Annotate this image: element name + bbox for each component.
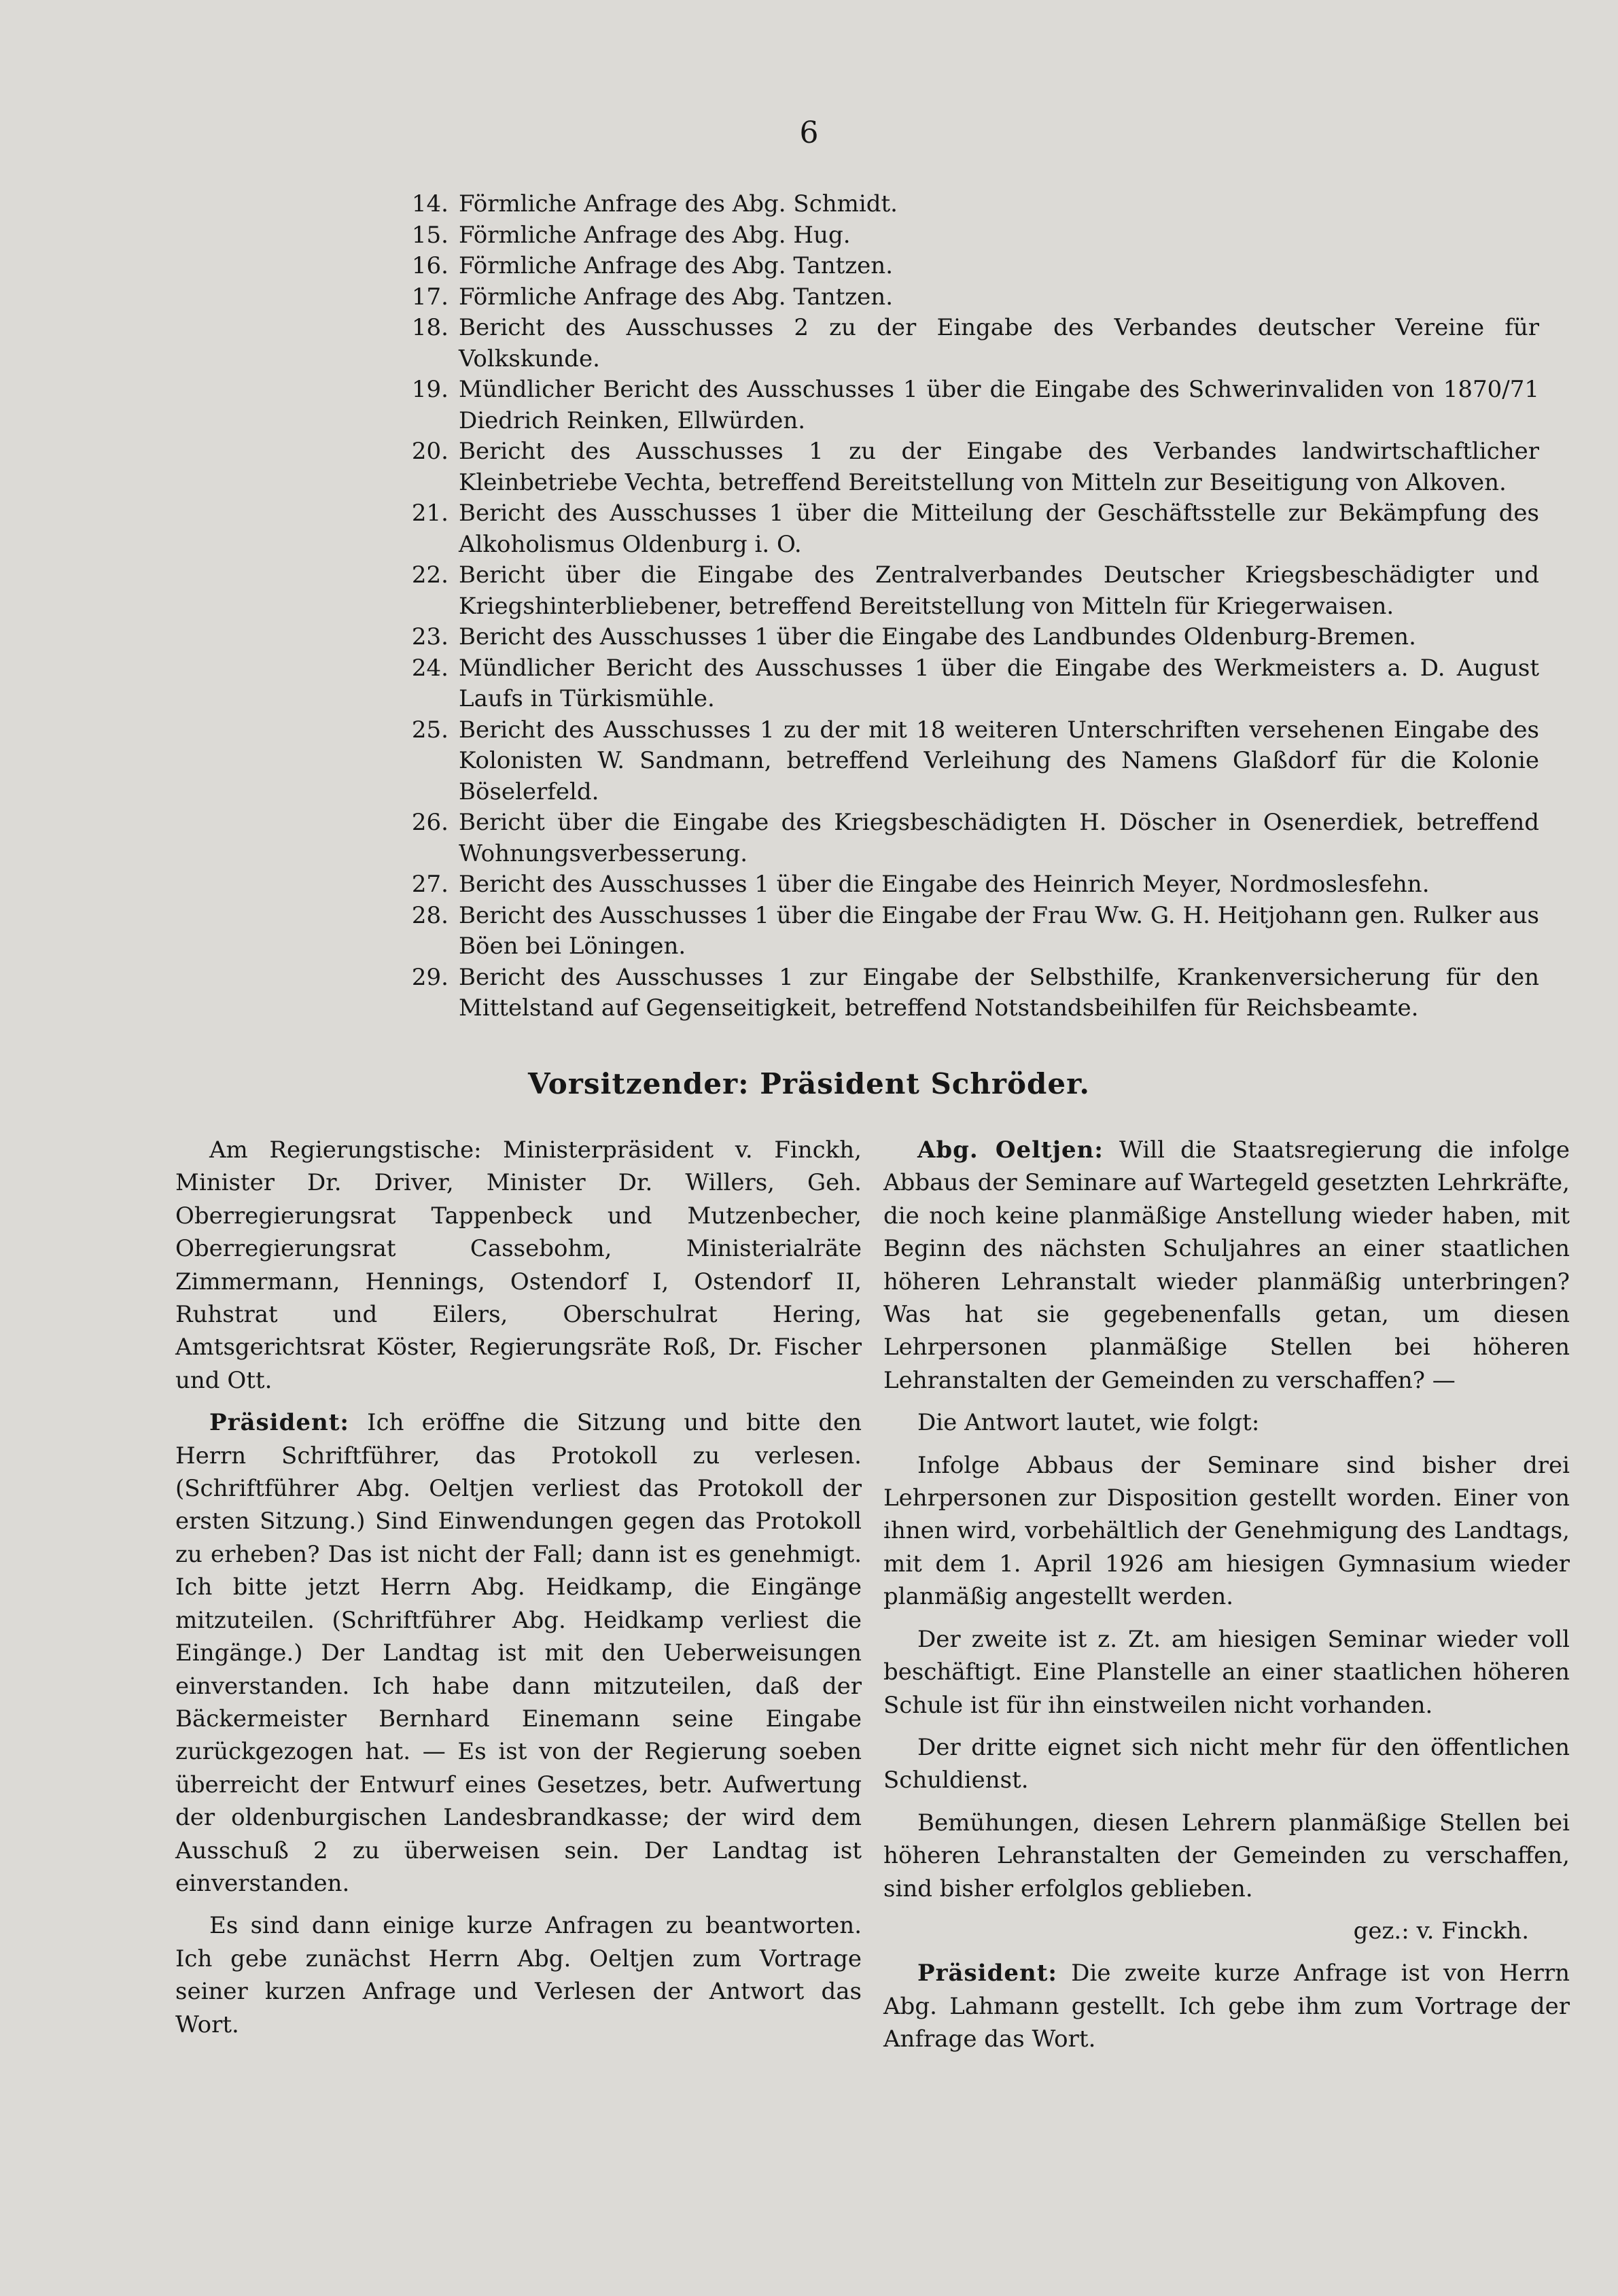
agenda-item	[391, 220, 1539, 251]
agenda-item	[391, 715, 1539, 808]
agenda-item-number: 17.	[411, 283, 449, 311]
agenda-item-text: Bericht über die Eingabe des Kriegsbeschädigten H. Döscher in Osenerdiek, betreffend Wohnungsverbesserung.	[459, 809, 1539, 867]
agenda-item-number: 21.	[411, 500, 449, 527]
agenda-item	[391, 869, 1539, 901]
agenda-item-text: Bericht des Ausschusses 1 zu der mit 18 weiteren Unterschriften versehenen Eingabe des Kolonisten W. Sandmann, betreffend Verleihung des Namens Glaßdorf für die Kolonie Böselerfeld.	[459, 716, 1539, 805]
agenda-item-number: 27.	[411, 871, 449, 898]
agenda-item-text: Förmliche Anfrage des Abg. Schmidt.	[459, 190, 898, 218]
agenda-item	[391, 436, 1539, 498]
speaker-label: Abg. Oeltjen:	[917, 1136, 1104, 1164]
agenda-item	[391, 282, 1539, 313]
agenda-item	[391, 622, 1539, 653]
agenda-item-text: Bericht des Ausschusses 1 über die Eingabe der Frau Ww. G. H. Heitjohann gen. Rulker aus Böen bei Löningen.	[459, 901, 1539, 960]
agenda-item-number: 20.	[411, 438, 449, 465]
chair-heading: Vorsitzender: Präsident Schröder.	[527, 1067, 1091, 1100]
agenda-item-number: 19.	[411, 376, 449, 403]
agenda-item-text: Bericht des Ausschusses 1 zu der Eingabe des Verbandes landwirtschaftlicher Kleinbetriebe Vechta, betreffend Bereitstellung von Mitteln zur Beseitigung von Alkoven.	[459, 438, 1539, 496]
agenda-item	[391, 807, 1539, 869]
agenda-item	[391, 498, 1539, 560]
agenda-item	[391, 653, 1539, 715]
agenda-item-text: Bericht des Ausschusses 1 zur Eingabe der Selbsthilfe, Krankenversicherung für den Mittelstand auf Gegenseitigkeit, betreffend Notstandsbeihilfen für Reichsbeamte.	[459, 963, 1539, 1022]
president-paragraph-continued: Es sind dann einige kurze Anfragen zu beantworten. Ich gebe zunächst Herrn Abg. Oeltjen zum Vortrage seiner kurzen Anfrage und Verlesen der Antwort das Wort.	[175, 1912, 862, 2038]
agenda-item-text: Bericht des Ausschusses 1 über die Eingabe des Heinrich Meyer, Nordmoslesfehn.	[459, 871, 1430, 898]
speech-text: Die zweite kurze Anfrage ist von Herrn Abg. Lahmann gestellt. Ich gebe ihm zum Vortrage der Anfrage das Wort.	[883, 1960, 1570, 2053]
speech-text: Ich eröffne die Sitzung und bitte den Herrn Schriftführer, das Protokoll zu verlesen. (Schriftführer Abg. Oeltjen verliest das Protokoll der ersten Sitzung.) Sind Einwendungen gegen das Protokoll zu erheben? Das ist nicht der Fall; dann ist es genehmigt. Ich bitte jetzt Herrn Abg. Heidkamp, die Eingänge mitzuteilen. (Schriftführer Abg. Heidkamp verliest die Eingänge.) Der Landtag ist mit den Ueberweisungen einverstanden. Ich habe dann mitzuteilen, daß der Bäckermeister Bernhard Einemann seine Eingabe zurückgezogen hat. — Es ist von der Regierung soeben überreicht der Entwurf eines Gesetzes, betr. Aufwertung der oldenburgischen Landesbrandkasse; der wird dem Ausschuß 2 zu überweisen sein. Der Landtag ist einverstanden.	[175, 1409, 862, 1897]
speaker-label: Präsident:	[209, 1409, 349, 1437]
agenda-item	[391, 189, 1539, 220]
agenda-item	[391, 375, 1539, 436]
government-table-paragraph: Am Regierungstische: Ministerpräsident v. Finckh, Minister Dr. Driver, Minister Dr. Willers, Geh. Oberregierungsrat Tappenbeck und Mutzenbecher, Oberregierungsrat Cassebohm, Ministerialräte Zimmermann, Hennings, Ostendorf I, Ostendorf II, Ruhstrat und Eilers, Oberschulrat Hering, Amtsgerichtsrat Köster, Regierungsräte Roß, Dr. Fischer und Ott.	[175, 1136, 862, 1394]
right-column	[883, 1134, 1570, 2066]
agenda-item-number: 24.	[411, 654, 449, 682]
agenda-item-text: Bericht des Ausschusses 1 über die Mitteilung der Geschäftsstelle zur Bekämpfung des Alkoholismus Oldenburg i. O.	[459, 500, 1539, 558]
agenda-item-number: 29.	[411, 963, 449, 991]
agenda-item	[391, 251, 1539, 282]
agenda-item-text: Mündlicher Bericht des Ausschusses 1 über die Eingabe des Werkmeisters a. D. August Laufs in Türkismühle.	[459, 654, 1539, 712]
agenda-item-text: Förmliche Anfrage des Abg. Hug.	[459, 221, 851, 249]
agenda-item-text: Bericht des Ausschusses 2 zu der Eingabe des Verbandes deutscher Vereine für Volkskunde.	[459, 314, 1539, 372]
agenda-item-number: 15.	[411, 221, 449, 249]
left-column	[175, 1134, 862, 2051]
agenda-item-number: 22.	[411, 561, 449, 589]
speaker-label: Präsident:	[917, 1960, 1057, 1987]
oeltjen-paragraph	[883, 1134, 1570, 1397]
page-number: 6	[799, 116, 819, 150]
answer-paragraph: Der zweite ist z. Zt. am hiesigen Seminar wieder voll beschäftigt. Eine Planstelle an einer staatlichen höheren Schule ist für ihn einstweilen nicht vorhanden.	[883, 1625, 1570, 1719]
agenda-item	[391, 560, 1539, 622]
answer-intro: Die Antwort lautet, wie folgt:	[917, 1409, 1260, 1437]
agenda-item-number: 23.	[411, 623, 449, 650]
agenda-item-text: Förmliche Anfrage des Abg. Tantzen.	[459, 252, 894, 279]
agenda-item-text: Bericht über die Eingabe des Zentralverbandes Deutscher Kriegsbeschädigter und Kriegshinterbliebener, betreffend Bereitstellung von Mitteln für Kriegerwaisen.	[459, 561, 1539, 620]
agenda-item-text: Förmliche Anfrage des Abg. Tantzen.	[459, 283, 894, 311]
agenda-item-number: 25.	[411, 716, 449, 744]
president-paragraph	[175, 1406, 862, 1900]
signature: gez.: v. Finckh.	[1353, 1917, 1529, 1945]
president-paragraph	[883, 1957, 1570, 2055]
speech-text: Will die Staatsregierung die infolge Abbaus der Seminare auf Wartegeld gesetzten Lehrkräfte, die noch keine planmäßige Anstellung wieder haben, mit Beginn des nächsten Schuljahres an einer staatlichen höheren Lehranstalt wieder planmäßig unterbringen? Was hat sie gegebenenfalls getan, um diesen Lehrpersonen planmäßige Stellen bei höheren Lehranstalten der Gemeinden zu verschaffen? —	[883, 1136, 1570, 1394]
agenda-item-number: 16.	[411, 252, 449, 279]
agenda-item-text: Bericht des Ausschusses 1 über die Eingabe des Landbundes Oldenburg-Bremen.	[459, 623, 1416, 650]
agenda-list	[391, 189, 1539, 1024]
agenda-item-text: Mündlicher Bericht des Ausschusses 1 über die Eingabe des Schwerinvaliden von 1870/71 Diedrich Reinken, Ellwürden.	[459, 376, 1539, 434]
answer-paragraph: Bemühungen, diesen Lehrern planmäßige Stellen bei höheren Lehranstalten der Gemeinden zu verschaffen, sind bisher erfolglos geblieben.	[883, 1809, 1570, 1902]
agenda-item-number: 26.	[411, 809, 449, 836]
agenda-item	[391, 962, 1539, 1024]
answer-paragraph: Infolge Abbaus der Seminare sind bisher drei Lehrpersonen zur Disposition gestellt worden. Einer von ihnen wird, vorbehältlich der Genehmigung des Landtags, mit dem 1. April 1926 am hiesigen Gymnasium wieder planmäßig angestellt werden.	[883, 1451, 1570, 1611]
agenda-item-number: 18.	[411, 314, 449, 341]
agenda-item-number: 28.	[411, 901, 449, 929]
agenda-item-number: 14.	[411, 190, 449, 218]
agenda-item	[391, 901, 1539, 962]
answer-paragraph: Der dritte eignet sich nicht mehr für den öffentlichen Schuldienst.	[883, 1733, 1570, 1794]
agenda-item	[391, 313, 1539, 375]
